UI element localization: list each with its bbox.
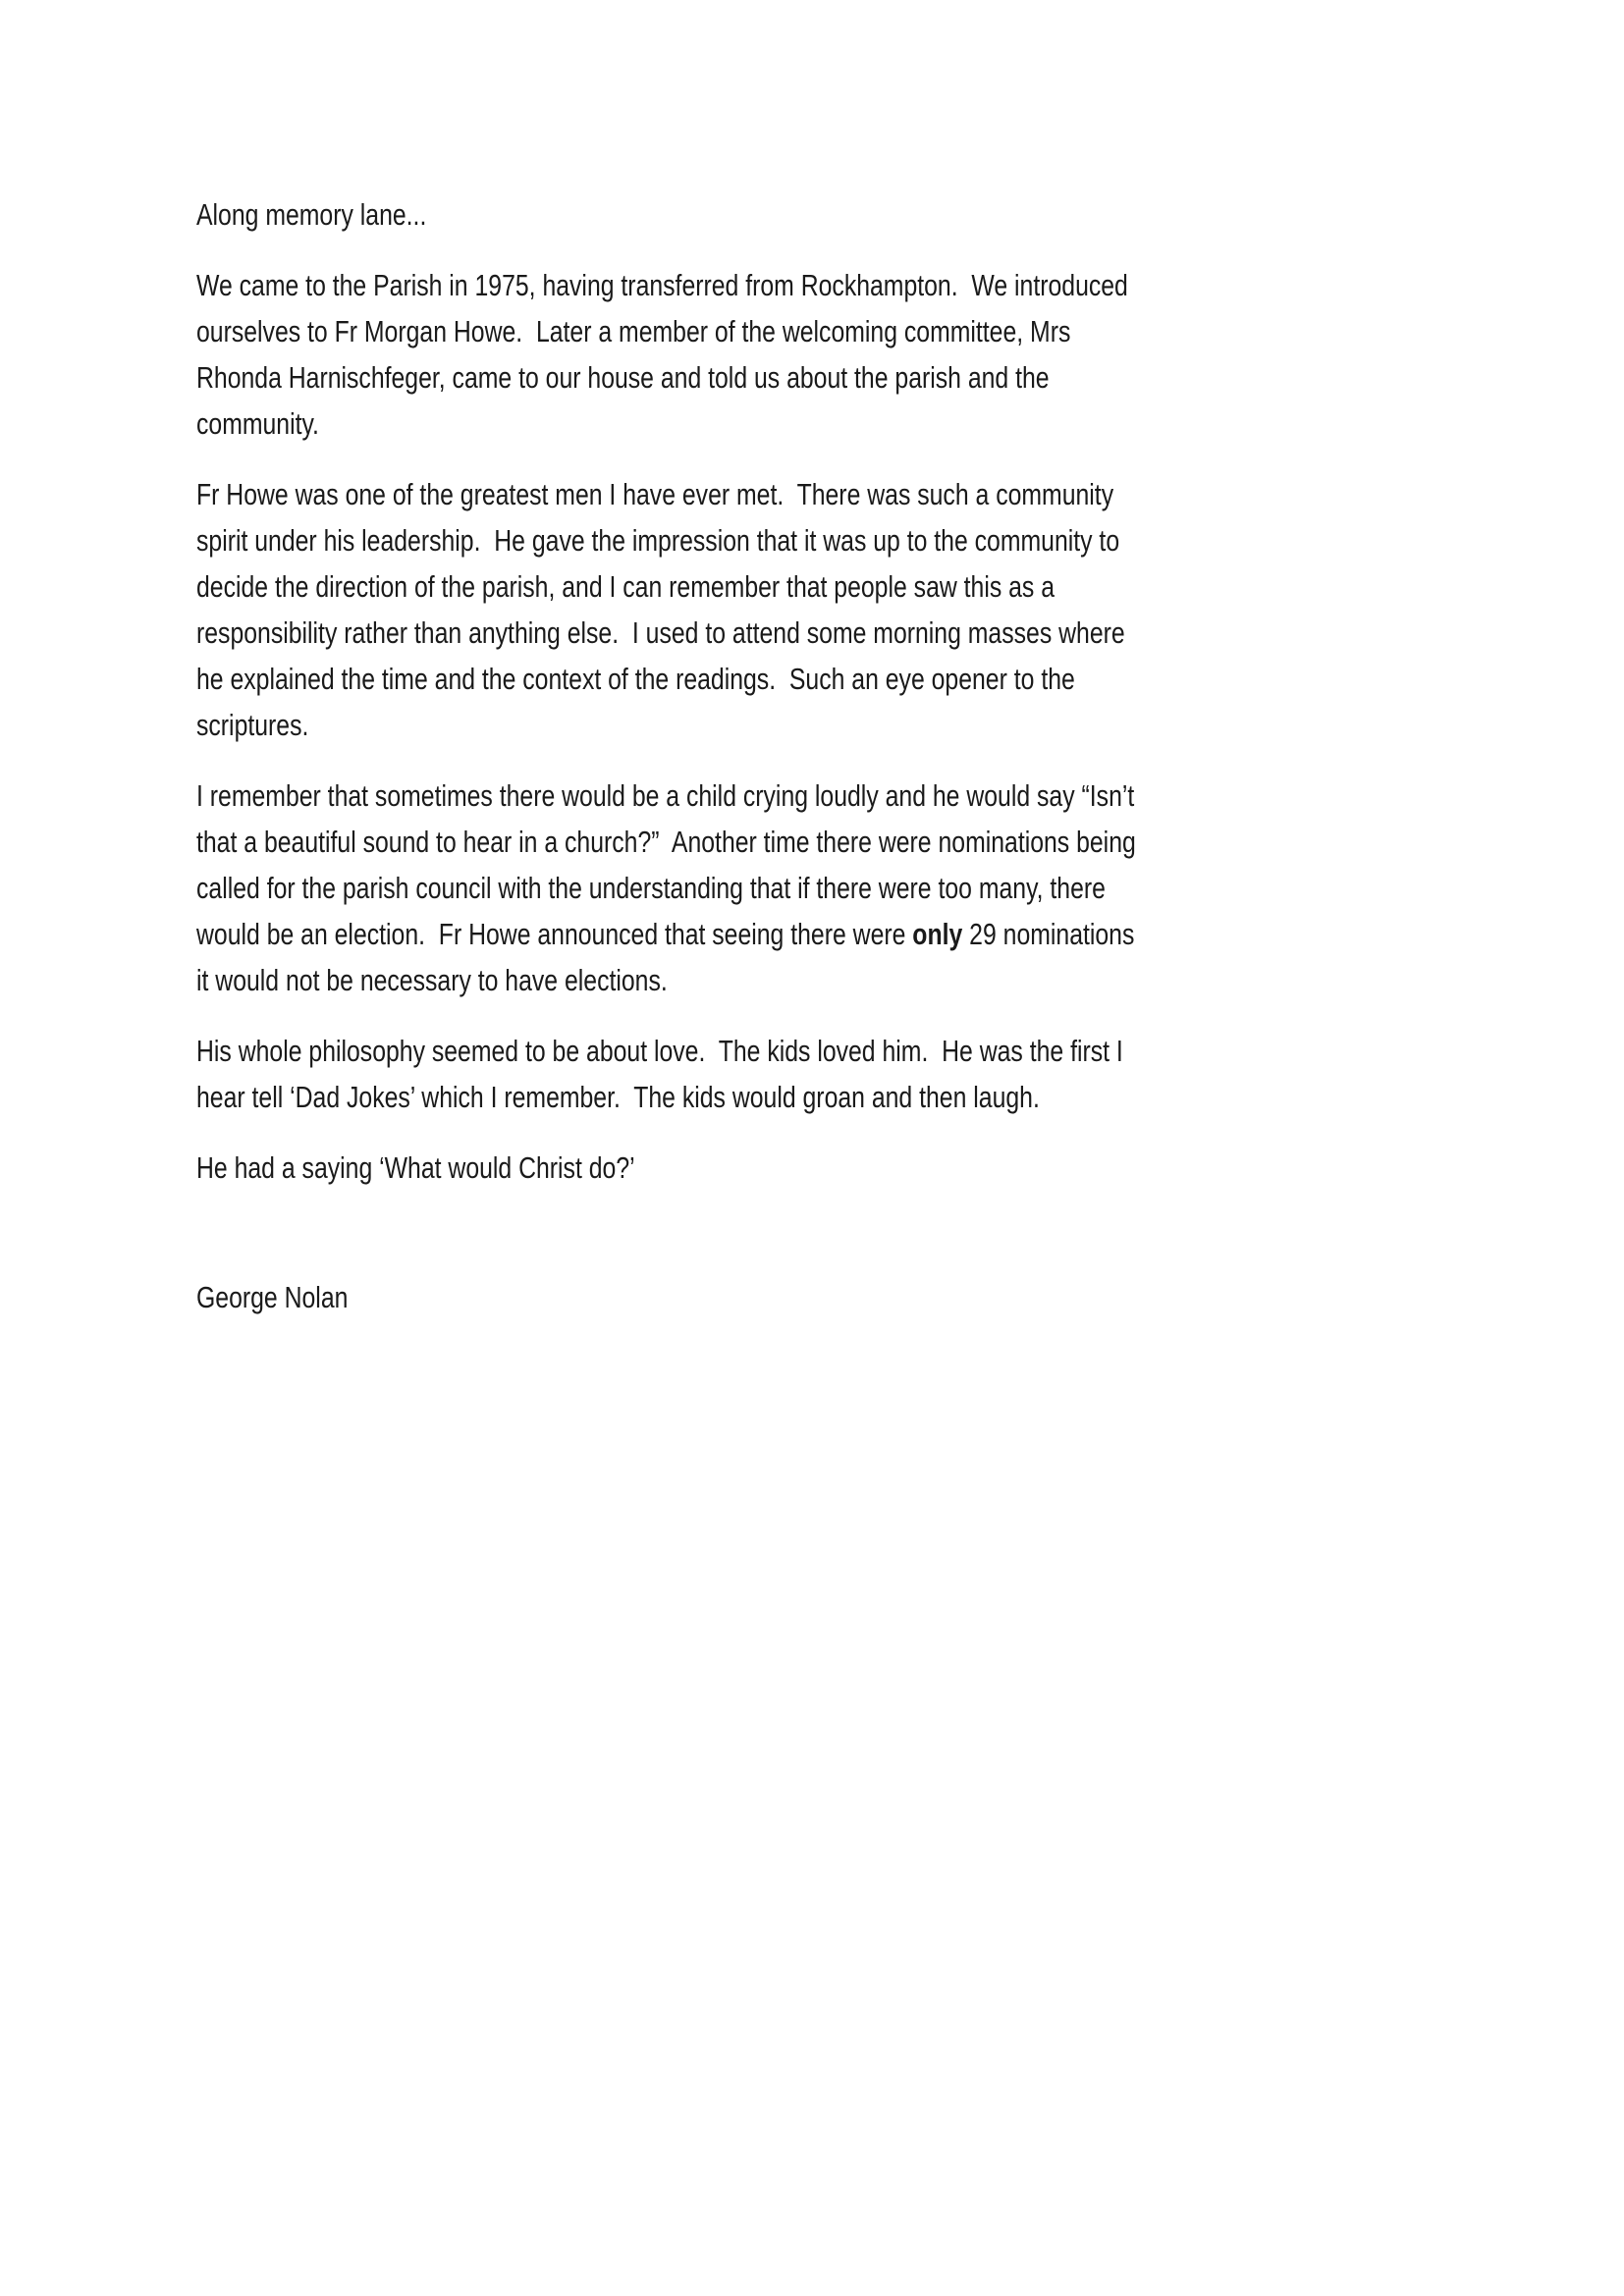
paragraph-philosophy (196, 1028, 1422, 1120)
bold-word-only: only (912, 917, 963, 951)
paragraph-line: Fr Howe was one of the greatest men I have ever met. There was such a community (196, 477, 1114, 511)
paragraph-line: spirit under his leadership. He gave the impression that it was up to the community to (196, 523, 1120, 558)
paragraph-line: He had a saying ‘What would Christ do?’ (196, 1150, 635, 1185)
paragraph-memories (196, 773, 1422, 1003)
paragraph-line: His whole philosophy seemed to be about love. The kids loved him. He was the first I (196, 1034, 1123, 1068)
paragraph-line: called for the parish council with the understanding that if there were too many, there (196, 871, 1106, 905)
opening-line-paragraph (196, 191, 1422, 238)
paragraph-line: that a beautiful sound to hear in a church?” Another time there were nominations being (196, 825, 1136, 859)
paragraph-line: hear tell ‘Dad Jokes’ which I remember. The kids would groan and then laugh. (196, 1080, 1040, 1114)
paragraph-line: it would not be necessary to have elections. (196, 963, 668, 997)
paragraph-line: scriptures. (196, 708, 309, 742)
signature-block (196, 1274, 1422, 1320)
letter-body (196, 191, 1422, 1345)
paragraph-fr-howe (196, 471, 1422, 748)
signature-name: George Nolan (196, 1280, 349, 1314)
paragraph-line: We came to the Parish in 1975, having transferred from Rockhampton. We introduced (196, 268, 1128, 302)
line-segment: would be an election. Fr Howe announced that seeing there were (196, 917, 913, 951)
paragraph-line: responsibility rather than anything else. I used to attend some morning masses where (196, 615, 1125, 650)
paragraph-line: ourselves to Fr Morgan Howe. Later a member of the welcoming committee, Mrs (196, 314, 1071, 348)
paragraph-line: he explained the time and the context of the readings. Such an eye opener to the (196, 662, 1075, 696)
paragraph-line-with-bold (196, 911, 1422, 957)
paragraph-arrival (196, 262, 1422, 447)
paragraph-line: decide the direction of the parish, and I can remember that people saw this as a (196, 569, 1056, 604)
line-segment: 29 nominations (962, 917, 1135, 951)
paragraph-line: I remember that sometimes there would be a child crying loudly and he would say “Isn’t (196, 778, 1135, 813)
opening-line: Along memory lane... (196, 197, 427, 232)
paragraph-line: community. (196, 406, 319, 441)
paragraph-line: Rhonda Harnischfeger, came to our house and told us about the parish and the (196, 360, 1050, 395)
paragraph-saying (196, 1145, 1422, 1191)
